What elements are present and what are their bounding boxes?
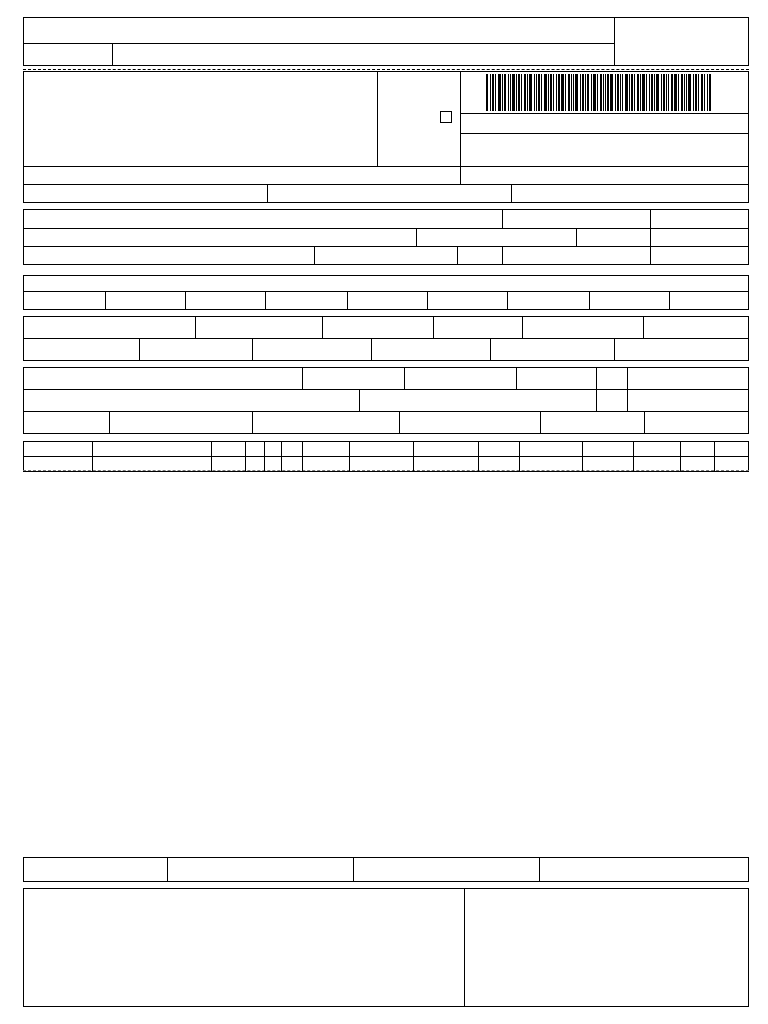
ie-divider-1 — [267, 184, 268, 203]
issqn-block — [23, 857, 749, 882]
barcode-row-divider-1 — [460, 113, 749, 114]
invoice-divider — [507, 291, 508, 310]
products-column-divider — [633, 441, 634, 472]
invoice-divider — [589, 291, 590, 310]
invoice-divider — [427, 291, 428, 310]
carrier-divider — [596, 367, 597, 411]
recipient-row-2 — [23, 246, 749, 247]
recipient-divider — [457, 246, 458, 265]
receipt-date-divider — [112, 43, 113, 66]
products-column-divider — [211, 441, 212, 472]
carrier-divider — [404, 367, 405, 389]
invoice-divider — [265, 291, 266, 310]
tax-calc-divider — [139, 338, 140, 361]
emitter-danfe-divider — [377, 71, 378, 167]
barcode-row-divider-2 — [460, 133, 749, 134]
issqn-divider — [167, 857, 168, 882]
carrier-divider — [627, 367, 628, 411]
tax-calc-divider — [490, 338, 491, 361]
issqn-divider — [353, 857, 354, 882]
invoice-divider — [105, 291, 106, 310]
carrier-row-2 — [23, 411, 749, 412]
tax-calc-divider — [371, 338, 372, 361]
carrier-divider — [109, 411, 110, 434]
nature-row-bottom — [23, 184, 749, 185]
nature-row-top — [23, 166, 749, 167]
danfe-barcode-divider — [460, 71, 461, 184]
recipient-divider — [314, 246, 315, 265]
carrier-divider — [399, 411, 400, 434]
invoice-row — [23, 291, 749, 292]
carrier-block — [23, 367, 749, 434]
products-header-row — [23, 456, 749, 457]
products-column-divider — [680, 441, 681, 472]
recipient-row-1 — [23, 228, 749, 229]
tax-calc-divider — [252, 338, 253, 361]
recipient-divider — [576, 228, 577, 246]
tax-calc-divider — [195, 316, 196, 338]
carrier-divider — [359, 389, 360, 411]
products-column-divider — [302, 441, 303, 472]
additional-data-block — [23, 888, 749, 1007]
invoice-block — [23, 275, 749, 310]
carrier-divider — [302, 367, 303, 389]
products-column-divider — [349, 441, 350, 472]
danfe-type-checkbox[interactable] — [440, 111, 452, 123]
tax-calc-divider — [522, 316, 523, 338]
products-column-divider — [281, 441, 282, 472]
invoice-divider — [185, 291, 186, 310]
carrier-divider — [644, 411, 645, 434]
tax-calc-divider — [433, 316, 434, 338]
tax-calc-divider — [614, 338, 615, 361]
cut-line — [23, 69, 749, 70]
recipient-divider — [416, 228, 417, 246]
carrier-row-1 — [23, 389, 749, 390]
recipient-block — [23, 209, 749, 265]
products-column-divider — [582, 441, 583, 472]
products-row-separator — [23, 470, 749, 471]
tax-calc-divider — [643, 316, 644, 338]
products-column-divider — [478, 441, 479, 472]
issqn-divider — [539, 857, 540, 882]
carrier-divider — [540, 411, 541, 434]
additional-data-divider — [464, 888, 465, 1007]
recipient-divider — [502, 246, 503, 265]
invoice-divider — [669, 291, 670, 310]
products-column-divider — [413, 441, 414, 472]
recipient-divider — [502, 209, 503, 228]
tax-calc-row — [23, 338, 749, 339]
carrier-divider — [252, 411, 253, 434]
products-column-divider — [245, 441, 246, 472]
invoice-divider — [347, 291, 348, 310]
ie-divider-2 — [511, 184, 512, 203]
carrier-divider — [516, 367, 517, 389]
access-key-barcode — [486, 74, 712, 111]
products-column-divider — [714, 441, 715, 472]
products-column-divider — [92, 441, 93, 472]
receipt-stub-nfe-box-divider — [614, 17, 615, 66]
products-column-divider — [519, 441, 520, 472]
recipient-divider — [650, 209, 651, 265]
products-column-divider — [264, 441, 265, 472]
receipt-stub — [23, 17, 749, 66]
tax-calc-divider — [322, 316, 323, 338]
